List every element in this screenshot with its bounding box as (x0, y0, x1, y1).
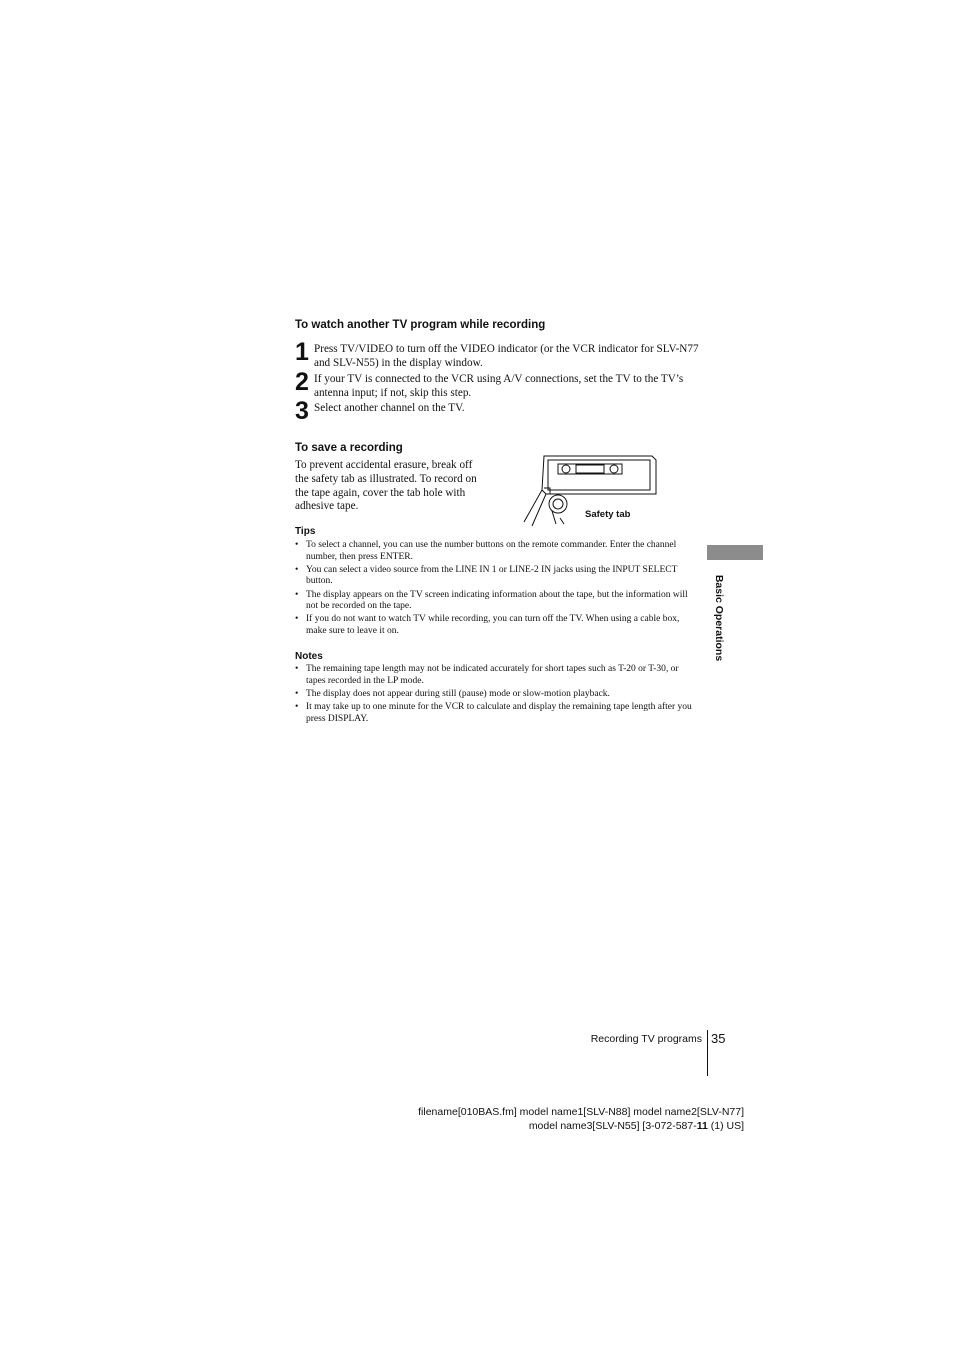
heading-watch-another-program: To watch another TV program while recording (295, 319, 546, 331)
step-number: 1 (295, 338, 309, 366)
list-item: • The display does not appear during still (pause) mode or slow-motion playback. (295, 688, 610, 699)
page-number: 35 (711, 1031, 726, 1046)
tip-text: To select a channel, you can use the number buttons on the remote commander. Enter the channel number, then press ENTER. (306, 540, 677, 562)
step-number: 2 (295, 368, 309, 396)
heading-notes: Notes (295, 651, 323, 662)
file-info-revision: 11 (696, 1120, 708, 1132)
list-item: • The display appears on the TV screen indicating information about the tape, but the information will not be recorded on the tape. (295, 589, 688, 612)
list-item: • You can select a video source from the LINE IN 1 or LINE-2 IN jacks using the INPUT SELECT button. (295, 564, 678, 587)
note-text: The remaining tape length may not be indicated accurately for short tapes such as T-20 or T-30, or tapes recorded in the LP mode. (306, 664, 679, 686)
list-item: • To select a channel, you can use the number buttons on the remote commander. Enter the channel number, then press ENTER. (295, 540, 677, 562)
tip-text: The display appears on the TV screen indicating information about the tape, but the information will not be recorded on the tape. (306, 589, 688, 612)
step-text: Select another channel on the TV. (314, 402, 465, 414)
step-number: 3 (295, 397, 309, 425)
note-text: The display does not appear during still (pause) mode or slow-motion playback. (306, 688, 610, 699)
tip-text: You can select a video source from the LINE IN 1 or LINE-2 IN jacks using the INPUT SELECT button. (306, 564, 678, 587)
save-recording-text: To prevent accidental erasure, break off the safety tab as illustrated. To record on the tape again, cover the tab hole with adhesive tape. (295, 459, 477, 513)
section-tab-label: Basic Operations (713, 574, 725, 662)
list-item: • The remaining tape length may not be indicated accurately for short tapes such as T-20 or T-30, or tapes recorded in the LP mode. (295, 664, 679, 686)
step-text: If your TV is connected to the VCR using A/V connections, set the TV to the TV’s antenna input; if not, skip this step. (314, 373, 684, 399)
heading-save-recording: To save a recording (295, 442, 403, 454)
safety-tab-label: Safety tab (585, 509, 631, 520)
file-info-prefix: model name3[SLV-N55] [3-072-587- (528, 1120, 697, 1132)
list-item: • If you do not want to watch TV while recording, you can turn off the TV. When using a cable box, make sure to leave it on. (295, 614, 680, 636)
file-info-line-2 (418, 1119, 744, 1133)
heading-tips: Tips (295, 526, 316, 537)
section-tab-marker (707, 545, 763, 560)
note-text: It may take up to one minute for the VCR to calculate and display the remaining tape length after you press DISPLAY. (306, 701, 692, 724)
notes-list (295, 664, 700, 727)
tips-list (295, 540, 700, 639)
file-info (418, 1105, 744, 1133)
footer-divider (707, 1030, 708, 1076)
file-info-suffix: (1) US] (707, 1120, 744, 1132)
step-text: Press TV/VIDEO to turn off the VIDEO indicator (or the VCR indicator for SLV-N77 and SLV-N55) in the display window. (314, 343, 699, 369)
list-item: • It may take up to one minute for the VCR to calculate and display the remaining tape length after you press DISPLAY. (295, 701, 692, 724)
footer-section-title: Recording TV programs (590, 1033, 702, 1045)
tip-text: If you do not want to watch TV while recording, you can turn off the TV. When using a cable box, make sure to leave it on. (306, 614, 680, 636)
file-info-line-1: filename[010BAS.fm] model name1[SLV-N88] model name2[SLV-N77] (418, 1106, 744, 1118)
